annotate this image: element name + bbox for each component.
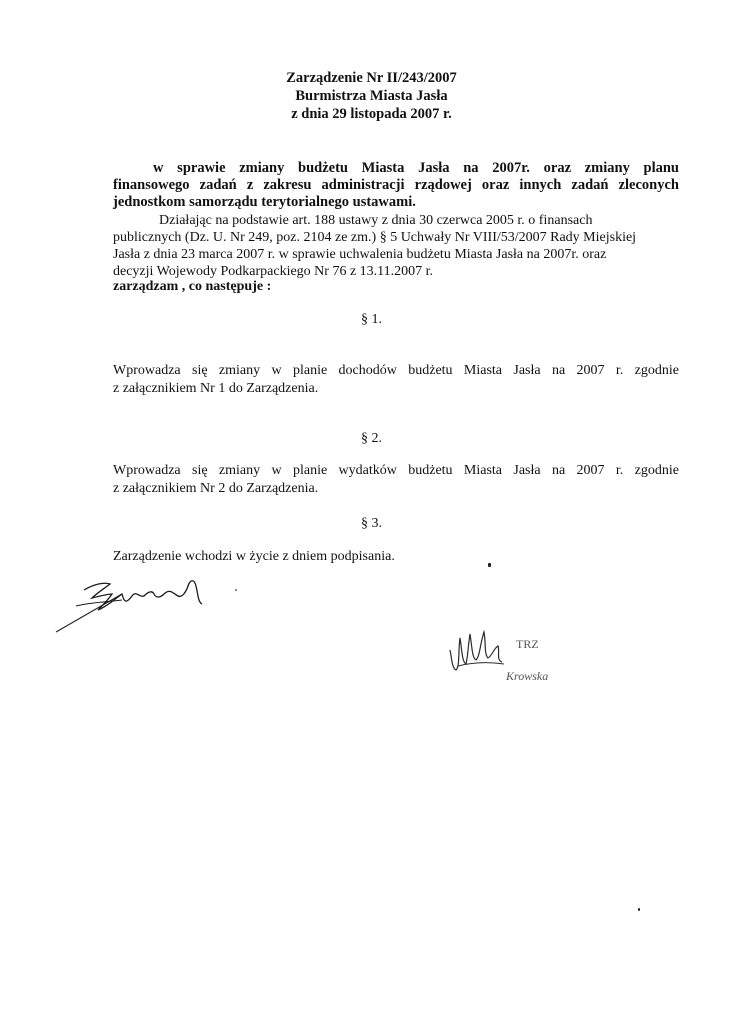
legal-basis-line: Jasła z dnia 23 marca 2007 r. w sprawie uchwalenia budżetu Miasta Jasła na 2007r. oraz [113,247,607,262]
document-title: Zarządzenie Nr II/243/2007 [286,70,457,86]
section-line: Wprowadza się zmiany w planie dochodów budżetu Miasta Jasła na 2007 r. zgodnie [113,363,679,378]
section-line: z załącznikiem Nr 2 do Zarządzenia. [113,481,319,496]
section-line: Wprowadza się zmiany w planie wydatków budżetu Miasta Jasła na 2007 r. zgodnie [113,463,679,478]
stamp-text: TRZ [516,637,539,651]
section-1-heading: § 1. [361,312,382,327]
legal-basis-line: Działając na podstawie art. 188 ustawy z dnia 30 czerwca 2005 r. o finansach [159,213,593,228]
section-2-heading: § 2. [361,431,382,446]
official-stamp-signature [428,626,578,688]
legal-basis [113,212,673,280]
subject-line: finansowego zadań z zakresu administracji rządowej oraz innych zadań zleconych [113,177,679,193]
subject-line: jednostkom samorządu terytorialnego ustawami. [113,194,416,210]
handwritten-signature-left [52,572,242,634]
document-subject [113,160,679,211]
stamp-text: Krowska [506,669,549,683]
section-line: z załącznikiem Nr 1 do Zarządzenia. [113,381,319,396]
scan-speck [488,563,491,567]
section-3-heading: § 3. [361,516,382,531]
legal-basis-line: publicznych (Dz. U. Nr 249, poz. 2104 ze zm.) § 5 Uchwały Nr VIII/53/2007 Rady Miejskiej [113,230,637,245]
document-date: z dnia 29 listopada 2007 r. [291,106,452,122]
subject-line: w sprawie zmiany budżetu Miasta Jasła na 2007r. oraz zmiany planu [153,160,679,176]
section-3-text [113,548,679,566]
legal-basis-line: decyzji Wojewody Podkarpackiego Nr 76 z 13.11.2007 r. [113,264,434,279]
section-1-text [113,362,679,398]
document-issuer: Burmistrza Miasta Jasła [295,88,448,104]
scan-speck [638,908,640,911]
section-line: Zarządzenie wchodzi w życie z dniem podpisania. [113,549,395,564]
order-statement: zarządzam , co następuje : [113,279,272,294]
section-2-text [113,462,679,498]
